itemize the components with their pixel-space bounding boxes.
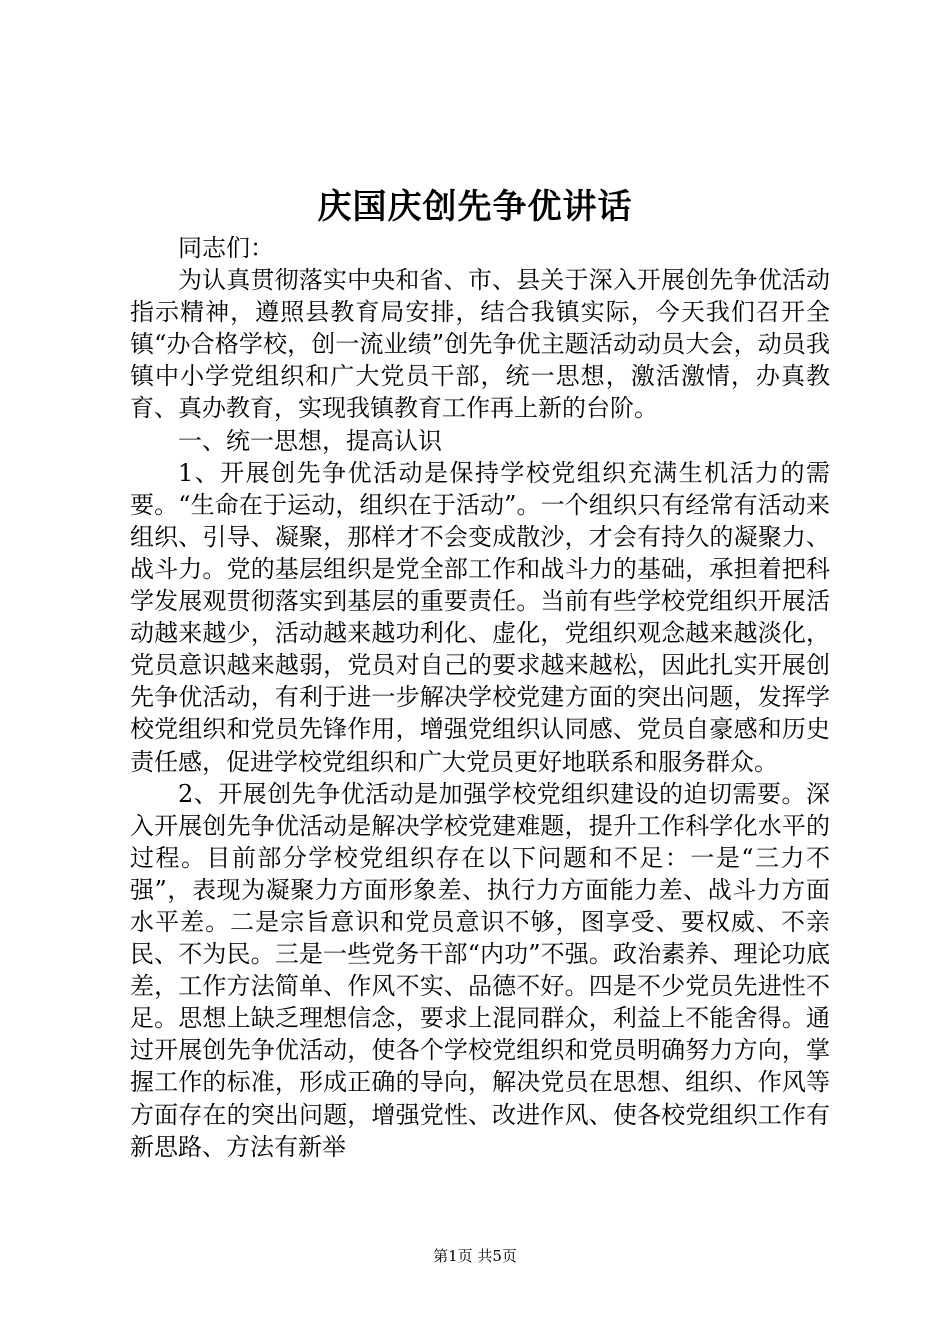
body-paragraph: 2、开展创先争优活动是加强学校党组织建设的迫切需要。深入开展创先争优活动是解决学校党建难题，提升工作科学化水平的过程。目前部分学校党组织存在以下问题和不足：一是“三力不强”，表现为凝聚力方面形象差、执行力方面能力差、战斗力方面水平差。二是宗旨意识和党员意识不够，图享受、要权威、不亲民、不为民。三是一些党务干部“内功”不强。政治素养、理论功底差，工作方法简单、作风不实、品德不好。四是不少党员先进性不足。思想上缺乏理想信念，要求上混同群众，利益上不能舍得。通过开展创先争优活动，使各个学校党组织和党员明确努力方向，掌握工作的标准，形成正确的导向，解决党员在思想、组织、作风等方面存在的突出问题，增强党性、改进作风、使各校党组织工作有新思路、方法有新举	[130, 779, 830, 1161]
intro-paragraph: 为认真贯彻落实中央和省、市、县关于深入开展创先争优活动指示精神，遵照县教育局安排，结合我镇实际，今天我们召开全镇“办合格学校，创一流业绩”创先争优主题活动动员大会，动员我镇中小学党组织和广大党员干部，统一思想，激活激情，办真教育、真办教育，实现我镇教育工作再上新的台阶。	[130, 266, 830, 423]
page-number-footer: 第1页 共5页	[433, 1247, 517, 1265]
document-body	[130, 232, 830, 1163]
salutation-paragraph: 同志们：	[178, 234, 274, 262]
document-title: 庆国庆创先争优讲话	[317, 187, 633, 227]
body-paragraph: 1、开展创先争优活动是保持学校党组织充满生机活力的需要。“生命在于运动，组织在于活动”。一个组织只有经常有活动来组织、引导、凝聚，那样才不会变成散沙，才会有持久的凝聚力、战斗力。党的基层组织是党全部工作和战斗力的基础，承担着把科学发展观贯彻落实到基层的重要责任。当前有些学校党组织开展活动越来越少，活动越来越功利化、虚化，党组织观念越来越淡化，党员意识越来越弱，党员对自己的要求越来越松，因此扎实开展创先争优活动，有利于进一步解决学校党建方面的突出问题，发挥学校党组织和党员先锋作用，增强党组织认同感、党员自豪感和历史责任感，促进学校党组织和广大党员更好地联系和服务群众。	[130, 458, 830, 776]
section-heading: 一、统一思想，提高认识	[178, 426, 442, 455]
